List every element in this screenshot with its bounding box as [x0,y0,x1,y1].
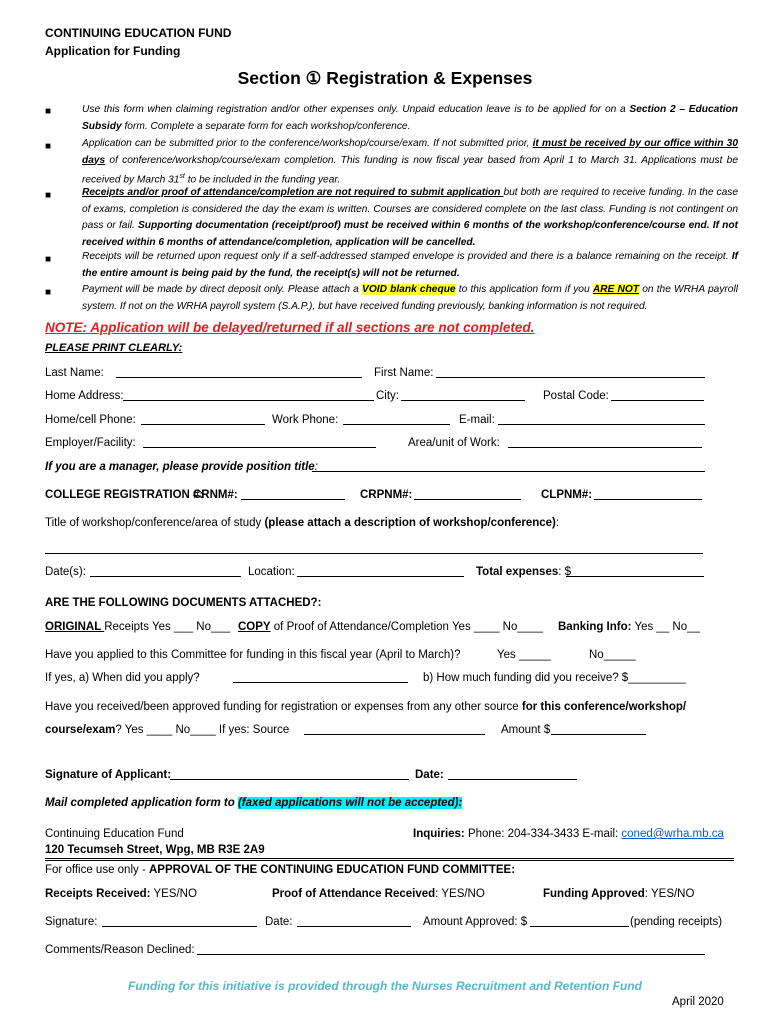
applied-yes[interactable]: Yes _____ [497,649,551,661]
divider [45,860,734,861]
email-input[interactable] [498,412,705,425]
applied-question: Have you applied to this Committee for funding in this fiscal year (April to March)? [45,649,461,661]
home-phone-label: Home/cell Phone: [45,414,136,426]
total-expenses-input[interactable] [566,564,704,577]
bullet-icon: ■ [45,141,52,152]
original-receipts[interactable]: ORIGINAL Receipts Yes ___ No___ [45,621,231,633]
office-date-input[interactable] [297,914,411,927]
amount-input[interactable] [551,722,646,735]
form-subtitle: Application for Funding [45,44,181,58]
home-phone-input[interactable] [141,412,265,425]
postal-code-label: Postal Code: [543,390,609,402]
mail-instruction: Mail completed application form to (faxed applications will not be accepted): [45,797,463,809]
form-date: April 2020 [672,996,724,1008]
city-input[interactable] [401,388,525,401]
city-label: City: [376,390,399,402]
fund-name: Continuing Education Fund [45,828,184,840]
area-unit-input[interactable] [508,435,702,448]
bullet-icon: ■ [45,106,52,117]
course-exam-question: course/exam? Yes ____ No____ If yes: Source [45,724,290,736]
funding-source-note: Funding for this initiative is provided through the Nurses Recruitment and Retention Fund [127,979,642,993]
home-address-input[interactable] [123,388,374,401]
bullet-4: Receipts will be returned upon request only if a self-addressed stamped envelope is provided and there is a balance remaining on the receipt. If the entire amount is being paid by the fund, the receipt(s) will not be returned. [82,251,738,279]
first-name-label: First Name: [374,367,434,379]
office-signature-input[interactable] [102,914,257,927]
location-input[interactable] [297,564,464,577]
source-input[interactable] [304,722,485,735]
email-link[interactable]: coned@wrha.mb.ca [621,828,724,840]
crnm-label: CRNM#: [193,489,238,501]
funding-approved: Funding Approved: YES/NO [543,888,695,900]
clpnm-label: CLPNM#: [541,489,593,501]
documents-heading: ARE THE FOLLOWING DOCUMENTS ATTACHED?: [45,597,322,609]
print-clearly: PLEASE PRINT CLEARLY: [45,342,183,354]
bullet-5: Payment will be made by direct deposit only. Please attach a VOID blank cheque to this application form if you ARE NOT on the WRHA payroll system. If not on the WRHA payroll system (S.A.P.), but have received funding previously, banking information is not required. [82,284,738,312]
applied-no[interactable]: No_____ [589,649,636,661]
amount-approved-label: Amount Approved: $ [423,916,528,928]
email-label: E-mail: [459,414,495,426]
comments-input[interactable] [197,942,705,955]
crnm-input[interactable] [241,487,345,500]
receipts-received: Receipts Received: YES/NO [45,888,197,900]
bullet-2: Application can be submitted prior to the conference/workshop/course/exam. If not submitted prior, it must be received by our office within 30 days of conference/workshop/course/exam completion. This funding is now fiscal year based from April 1 to March 31. Applications must be received by March 31st to be included in the funding year. [82,138,738,186]
bullet-1: Use this form when claiming registration and/or other expenses only. Unpaid education leave is to be applied for on a Section 2 – Education Subsidy form. Complete a separate form for each workshop/conference. [82,104,738,132]
total-expenses-label: Total expenses: $ [476,566,572,578]
area-unit-label: Area/unit of Work: [408,437,500,449]
crpnm-label: CRPNM#: [360,489,413,501]
dates-label: Date(s): [45,566,86,578]
bullet-3: Receipts and/or proof of attendance/completion are not required to submit application but both are required to receive funding. In the case of exams, completion is considered the day the exam is written. Courses are considered complete on the last class. Funding is not contingent on pass or fail. Supporting documentation (receipt/proof) must be received within 6 months of the workshop/conference/course end. If not received within 6 months of attendance/completion, application will be cancelled. [82,187,738,248]
delay-note: NOTE: Application will be delayed/returned if all sections are not completed. [45,320,535,335]
office-date-label: Date: [265,916,293,928]
location-label: Location: [248,566,295,578]
banking-info[interactable]: Banking Info: Yes __ No__ [558,621,700,633]
signature-date-label: Date: [415,769,444,781]
clpnm-input[interactable] [594,487,702,500]
work-phone-input[interactable] [343,412,450,425]
last-name-label: Last Name: [45,367,104,379]
dates-input[interactable] [90,564,241,577]
workshop-title-input[interactable] [45,541,703,554]
postal-code-input[interactable] [611,388,704,401]
home-address-label: Home Address: [45,390,124,402]
bullet-icon: ■ [45,190,52,201]
how-much-funding[interactable]: b) How much funding did you receive? $_________ [423,672,686,684]
first-name-input[interactable] [436,365,705,378]
inquiries: Inquiries: Phone: 204-334-3433 E-mail: coned@wrha.mb.ca [413,828,724,840]
applicant-signature-label: Signature of Applicant: [45,769,172,781]
copy-proof[interactable]: COPY of Proof of Attendance/Completion Yes ____ No____ [238,621,543,633]
amount-label: Amount $ [501,724,551,736]
signature-date-input[interactable] [448,767,577,780]
org-name: CONTINUING EDUCATION FUND [45,26,232,40]
comments-label: Comments/Reason Declined: [45,944,195,956]
workshop-title-label: Title of workshop/conference/area of study (please attach a description of workshop/conference): [45,517,560,529]
section-title: Section ① Registration & Expenses [237,68,533,88]
amount-approved-input[interactable] [530,914,629,927]
when-applied-label: If yes, a) When did you apply? [45,672,200,684]
office-use-heading: For office use only - APPROVAL OF THE CONTINUING EDUCATION FUND COMMITTEE: [45,864,516,876]
office-signature-label: Signature: [45,916,98,928]
when-applied-input[interactable] [233,670,408,683]
bullet-icon: ■ [45,287,52,298]
work-phone-label: Work Phone: [272,414,339,426]
applicant-signature-input[interactable] [170,767,409,780]
pending-receipts: (pending receipts) [630,916,723,928]
bullet-icon: ■ [45,254,52,265]
college-registration-label: COLLEGE REGISTRATION #: [45,489,204,501]
manager-label: If you are a manager, please provide position title: [45,461,318,473]
last-name-input[interactable] [116,365,362,378]
divider [45,858,734,859]
employer-input[interactable] [143,435,376,448]
other-source-question: Have you received/been approved funding for registration or expenses from any other source for this conference/workshop/ [45,701,687,713]
manager-input[interactable] [312,459,705,472]
employer-label: Employer/Facility: [45,437,136,449]
fund-address: 120 Tecumseh Street, Wpg, MB R3E 2A9 [45,844,265,856]
crpnm-input[interactable] [414,487,521,500]
proof-received: Proof of Attendance Received: YES/NO [272,888,485,900]
